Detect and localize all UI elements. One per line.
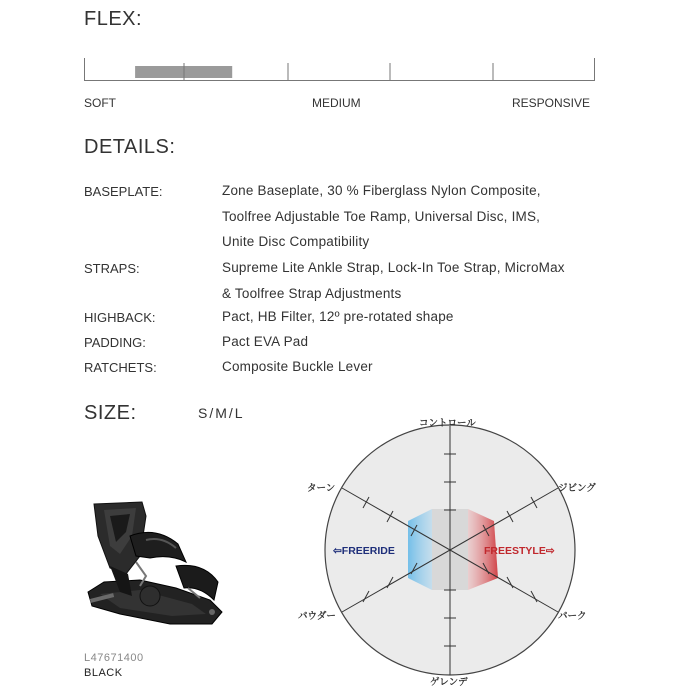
binding-product-image: [80, 496, 230, 646]
detail-value-baseplate: [222, 178, 541, 255]
detail-value-highback: [222, 304, 454, 330]
detail-key-baseplate: BASEPLATE:: [84, 184, 163, 199]
detail-line: Toolfree Adjustable Toe Ramp, Universal Disc, IMS,: [222, 208, 541, 224]
detail-line: & Toolfree Strap Adjustments: [222, 285, 402, 301]
flex-title: FLEX:: [84, 8, 143, 30]
detail-key-straps: STRAPS:: [84, 261, 140, 276]
radar-axis-turn: ターン: [307, 483, 336, 494]
product-code: L47671400: [84, 652, 144, 664]
details-title: DETAILS:: [84, 136, 176, 158]
detail-line: Unite Disc Compatibility: [222, 234, 370, 249]
radar-axis-jibbing: ジビング: [558, 483, 596, 494]
product-color: BLACK: [84, 667, 123, 679]
radar-axis-groomed: ゲレンデ: [430, 677, 468, 688]
flex-label-soft: SOFT: [84, 96, 116, 110]
flex-scale: [84, 58, 595, 81]
detail-line: Zone Baseplate, 30 % Fiberglass Nylon Composite,: [222, 183, 541, 198]
flex-label-responsive: RESPONSIVE: [512, 96, 591, 110]
size-values: S/M/L: [198, 405, 245, 421]
detail-line: Composite Buckle Lever: [222, 359, 373, 374]
detail-value-padding: [222, 329, 308, 355]
radar-axis-park: パーク: [558, 611, 587, 622]
flex-label-medium: MEDIUM: [312, 96, 361, 110]
detail-value-ratchets: [222, 354, 373, 380]
freeride-area: [408, 509, 432, 590]
freestyle-label: FREESTYLE⇨: [484, 545, 555, 557]
size-title: SIZE:: [84, 402, 137, 424]
detail-line: Supreme Lite Ankle Strap, Lock-In Toe Strap, MicroMax: [222, 260, 565, 275]
radar-axis-powder: パウダー: [298, 611, 336, 622]
detail-line: Pact EVA Pad: [222, 334, 309, 349]
detail-key-highback: HIGHBACK:: [84, 310, 156, 325]
detail-key-ratchets: RATCHETS:: [84, 360, 157, 375]
radar-axis-control: コントロール: [419, 418, 476, 429]
detail-line: Pact, HB Filter, 12º pre-rotated shape: [222, 309, 454, 324]
detail-key-padding: PADDING:: [84, 335, 146, 350]
detail-value-straps: [222, 255, 565, 306]
freeride-label: ⇦FREERIDE: [333, 545, 395, 557]
